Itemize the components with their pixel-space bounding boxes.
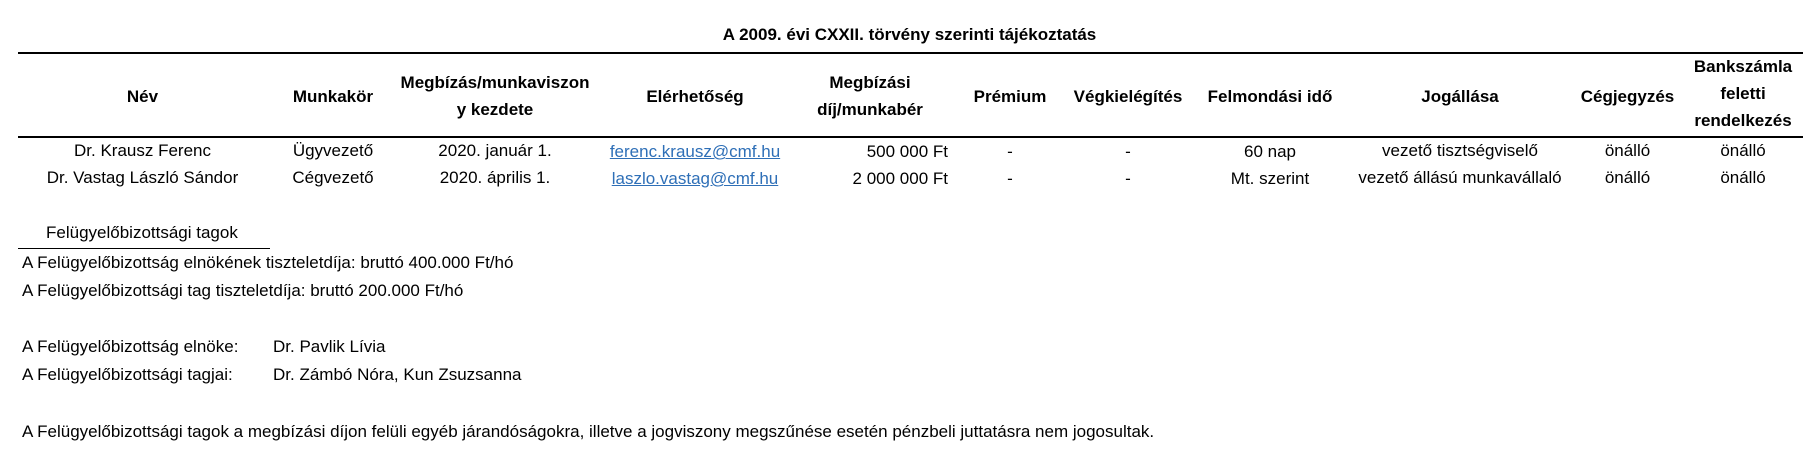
header-nev: Név (126, 86, 159, 106)
header-bank-line2: feletti (1720, 83, 1766, 103)
cell-munkakor: Ügyvezető (292, 141, 374, 160)
fb-heading-rule (18, 248, 270, 249)
cell-kezdete: 2020. április 1. (439, 168, 551, 187)
header-bottom-rule (18, 136, 1803, 138)
cell-premium: - (1007, 169, 1013, 188)
cell-dij: 2 000 000 Ft (852, 169, 948, 188)
cell-bank: önálló (1720, 168, 1766, 187)
cell-munkakor: Cégvezető (292, 168, 374, 187)
cell-premium: - (1007, 142, 1013, 161)
header-bank-line3: rendelkezés (1694, 110, 1792, 130)
header-munkakor: Munkakör (292, 86, 374, 106)
cell-felmondasi: Mt. szerint (1230, 169, 1310, 188)
header-dij-line2: díj/munkabér (817, 100, 923, 119)
cell-nev: Dr. Vastag László Sándor (46, 168, 239, 187)
cell-vegkielegites: - (1125, 169, 1131, 188)
table-top-rule (18, 52, 1803, 54)
cell-dij: 500 000 Ft (866, 142, 948, 161)
email-link[interactable]: laszlo.vastag@cmf.hu (611, 169, 779, 188)
header-jogallasa: Jogállása (1421, 86, 1499, 106)
cell-cegjegyzes: önálló (1604, 141, 1651, 160)
cell-jogallasa: vezető állású munkavállaló (1358, 168, 1562, 187)
header-kezdete (385, 56, 605, 136)
fb-elnok-dij: A Felügyelőbizottság elnökének tiszteletdíja: bruttó 400.000 Ft/hó (22, 253, 514, 272)
cell-vegkielegites: - (1125, 142, 1131, 161)
cell-nev: Dr. Krausz Ferenc (74, 141, 211, 160)
cell-jogallasa: vezető tisztségviselő (1382, 141, 1538, 160)
cell-bank: önálló (1720, 141, 1766, 160)
header-dij-line1: Megbízási (829, 73, 911, 92)
fb-elnok-value: Dr. Pavlik Lívia (273, 337, 386, 356)
header-cegjegyzes: Cégjegyzés (1580, 86, 1675, 106)
fb-elnok-label: A Felügyelőbizottság elnöke: (22, 337, 239, 356)
cell-kezdete: 2020. január 1. (438, 141, 552, 160)
header-vegkielegites: Végkielégítés (1073, 86, 1183, 106)
cell-cegjegyzes: önálló (1604, 168, 1651, 187)
header-bank (1683, 50, 1803, 136)
header-kezdete-line2: y kezdete (456, 100, 534, 119)
header-kezdete-line1: Megbízás/munkaviszon (400, 73, 590, 92)
fb-tagok-value: Dr. Zámbó Nóra, Kun Zsuzsanna (273, 365, 522, 384)
fb-tag-dij: A Felügyelőbizottsági tag tiszteletdíja: bruttó 200.000 Ft/hó (22, 281, 464, 300)
header-dij (790, 56, 950, 136)
header-felmondasi: Felmondási idő (1207, 86, 1333, 106)
fb-heading: Felügyelőbizottsági tagok (46, 223, 238, 242)
header-premium: Prémium (973, 86, 1047, 106)
fb-tagok-label: A Felügyelőbizottsági tagjai: (22, 365, 233, 384)
email-link[interactable]: ferenc.krausz@cmf.hu (609, 142, 781, 161)
document-title: A 2009. évi CXXII. törvény szerinti tájékoztatás (722, 25, 1097, 44)
header-bank-line1: Bankszámla (1693, 56, 1793, 76)
header-elerhetoseg: Elérhetőség (646, 86, 744, 106)
fb-note: A Felügyelőbizottsági tagok a megbízási díjon felüli egyéb járandóságokra, illetve a jogviszony megszűnése esetén pénzbeli juttatásra nem jogosultak. (22, 422, 1155, 441)
cell-felmondasi: 60 nap (1244, 142, 1296, 161)
